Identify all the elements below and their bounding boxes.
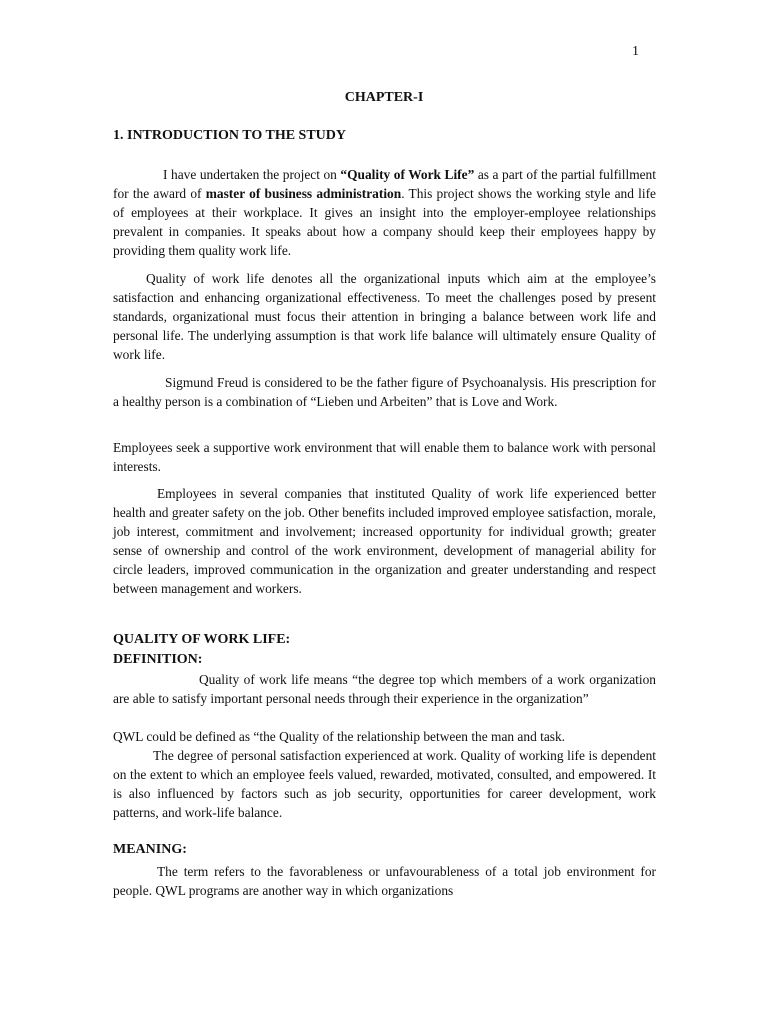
paragraph-qwl-relationship bbox=[113, 727, 656, 746]
chapter-title: CHAPTER-I bbox=[344, 90, 424, 105]
paragraph-project bbox=[113, 165, 656, 260]
paragraph-meaning bbox=[113, 862, 656, 900]
paragraph-benefits bbox=[113, 484, 656, 598]
paragraph-satisfaction-text: The degree of personal satisfaction experienced at work. Quality of working life is dependent on the extent to which an employee feels valued, rewarded, motivated, consulted, and empowered. It is also influenced by factors such as job security, opportunities for career development, work patterns, and work-life balance. bbox=[113, 748, 656, 820]
paragraph-definition-text: Quality of work life means “the degree top which members of a work organization are able to satisfy important personal needs through their experience in the organization” bbox=[113, 672, 656, 706]
paragraph-qwl-relationship-text: QWL could be defined as “the Quality of the relationship between the man and task. bbox=[113, 729, 566, 744]
paragraph-meaning-text: The term refers to the favorableness or unfavourableness of a total job environment for people. QWL programs are another way in which organizations bbox=[113, 864, 656, 898]
paragraph-supportive bbox=[113, 438, 656, 476]
paragraph-supportive-text: Employees seek a supportive work environment that will enable them to balance work with personal interests. bbox=[113, 440, 656, 474]
paragraph-project-bold-degree: master of business administration bbox=[205, 186, 402, 201]
meaning-heading: MEANING: bbox=[113, 842, 187, 857]
paragraph-project-text-c: as a part of the partial fulfillment for the award of bbox=[113, 167, 656, 201]
paragraph-project-bold-title: “Quality of Work Life” bbox=[340, 167, 475, 182]
definition-heading: DEFINITION: bbox=[113, 652, 203, 667]
paragraph-freud-text: Sigmund Freud is considered to be the father figure of Psychoanalysis. His prescription for a healthy person is a combination of “Lieben und Arbeiten” that is Love and Work. bbox=[113, 375, 656, 409]
paragraph-qwl-definition bbox=[113, 269, 656, 364]
paragraph-definition bbox=[113, 670, 656, 708]
page-number: 1 bbox=[632, 44, 639, 59]
paragraph-benefits-text: Employees in several companies that instituted Quality of work life experienced better health and greater safety on the job. Other benefits included improved employee satisfaction, morale, job interest, commitment and involvement; increased opportunity for individual growth; greater sense of ownership and control of the work environment, development of managerial ability for circle leaders, improved communication in the organization and greater understanding and respect between management and workers. bbox=[113, 486, 656, 596]
paragraph-qwl-definition-text: Quality of work life denotes all the organizational inputs which aim at the employee’s satisfaction and enhancing organizational effectiveness. To meet the challenges posed by present standards, organizational must focus their attention in bringing a balance between work life and personal life. The underlying assumption is that work life balance will ultimately ensure Quality of work life. bbox=[113, 271, 656, 362]
paragraph-satisfaction bbox=[113, 746, 656, 822]
paragraph-project-text-a: I have undertaken the project on bbox=[163, 167, 341, 182]
paragraph-project-text-d: . This project shows the working style and life of employees at their workplace. It gives an insight into the employer-employee relationships prevalent in companies. It speaks about how a company should keep their employees happy by providing them quality work life. bbox=[113, 186, 656, 258]
intro-heading: 1. INTRODUCTION TO THE STUDY bbox=[113, 128, 347, 143]
paragraph-freud bbox=[113, 373, 656, 411]
qwl-heading: QUALITY OF WORK LIFE: bbox=[113, 632, 291, 647]
